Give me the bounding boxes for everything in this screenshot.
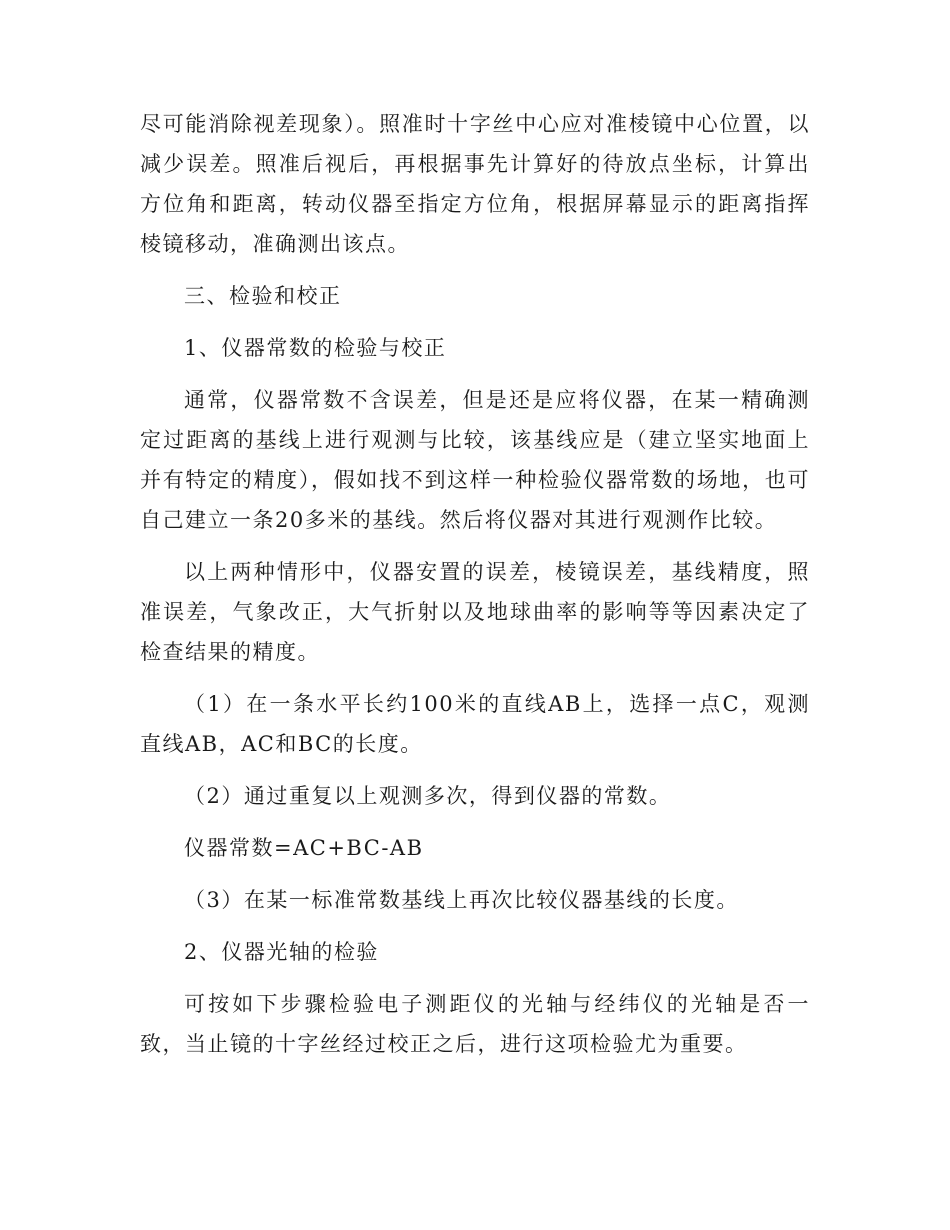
list-item: （2）通过重复以上观测多次，得到仪器的常数。 (184, 784, 672, 808)
paragraph-continuation: 尽可能消除视差现象）。照准时十字丝中心应对准棱镜中心位置，以减少误差。照准后视后，再根据事先计算好的待放点坐标，计算出方位角和距离，转动仪器至指定方位角，根据屏幕显示的距离指挥棱镜移动，准确测出该点。 (140, 112, 810, 256)
subsection-heading: 2、仪器光轴的检验 (184, 940, 379, 964)
paragraph: 可按如下步骤检验电子测距仪的光轴与经纬仪的光轴是否一致，当止镜的十字丝经过校正之后，进行这项检验尤为重要。 (140, 992, 810, 1056)
paragraph: 以上两种情形中，仪器安置的误差，棱镜误差，基线精度，照准误差，气象改正，大气折射以及地球曲率的影响等等因素决定了检查结果的精度。 (140, 560, 810, 664)
section-heading: 三、检验和校正 (184, 284, 342, 308)
list-item: （1）在一条水平长约100米的直线AB上，选择一点C，观测直线AB，AC和BC的长度。 (140, 692, 810, 756)
paragraph: 通常，仪器常数不含误差，但是还是应将仪器，在某一精确测定过距离的基线上进行观测与比较，该基线应是（建立坚实地面上并有特定的精度），假如找不到这样一种检验仪器常数的场地，也可自己建立一条20多米的基线。然后将仪器对其进行观测作比较。 (140, 388, 810, 532)
subsection-heading: 1、仪器常数的检验与校正 (184, 336, 447, 360)
formula-line: 仪器常数=AC+BC-AB (184, 836, 424, 860)
list-item: （3）在某一标准常数基线上再次比较仪器基线的长度。 (184, 888, 739, 912)
document-body (140, 104, 810, 1064)
